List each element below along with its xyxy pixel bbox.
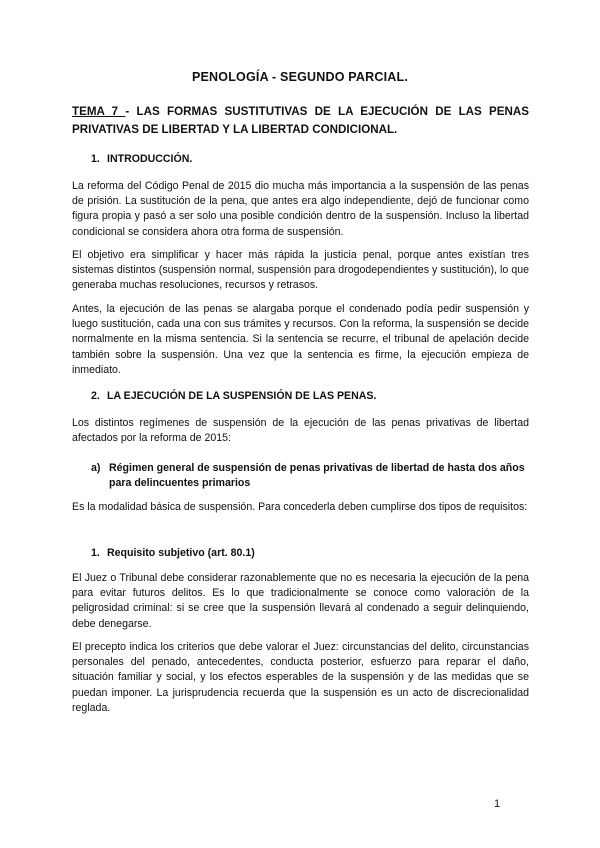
paragraph-reforma: La reforma del Código Penal de 2015 dio mucha más importancia a la suspensión de las penas de prisión. La sustitución de la pena, que antes era algo independiente, dejó de funcionar como figura propia y pasó a ser solo una posible condición dentro de la suspensión. Incluso la libertad condicional se considera ahora otra forma de suspensión. [72, 180, 529, 238]
topic-prefix: TEMA 7 [72, 105, 126, 118]
paragraph-antes: Antes, la ejecución de las penas se alargaba porque el condenado podía pedir suspensión y luego sustitución, cada una con sus trámites y recursos. Con la reforma, la suspensión se decide normalmente en la misma sentencia. Si la sentencia se recurre, el tribunal de apelación decide también sobre la suspensión. Una vez que la sentencia es firme, la ejecución empieza de inmediato. [72, 303, 529, 376]
paragraph-juez: El Juez o Tribunal debe considerar razonablemente que no es necesaria la ejecución de la pena para evitar futuros delitos. Es lo que tradicionalmente se conoce como valoración de la peligrosidad criminal: si se cree que la suspensión llevará al condenado a seguir delinquiendo, debe denegarse. [72, 572, 529, 630]
section-1-heading [91, 152, 192, 166]
document-title: PENOLOGÍA - SEGUNDO PARCIAL. [191, 70, 409, 84]
requisito-1-title: Requisito subjetivo (art. 80.1) [107, 547, 255, 559]
subsection-a-title: Régimen general de suspensión de penas privativas de libertad de hasta dos años para delincuentes primarios [109, 462, 525, 489]
section-2-number: 2. [91, 390, 100, 402]
section-1-number: 1. [91, 153, 100, 165]
paragraph-objetivo: El objetivo era simplificar y hacer más rápida la justicia penal, porque antes existían tres sistemas distintos (suspensión normal, suspensión para drogodependientes y sustitución), lo que generaba muchas resoluciones, recursos y retrasos. [72, 249, 529, 292]
section-2-heading [91, 389, 376, 403]
section-1-title: INTRODUCCIÓN. [107, 153, 193, 165]
subsection-a-label: a) [91, 462, 101, 474]
paragraph-modalidad: Es la modalidad básica de suspensión. Para concederla deben cumplirse dos tipos de requisitos: [72, 501, 528, 513]
subsection-a-heading [91, 461, 529, 491]
topic-text: - LAS FORMAS SUSTITUTIVAS DE LA EJECUCIÓN DE LAS PENAS PRIVATIVAS DE LIBERTAD Y LA LIBERTAD CONDICIONAL. [72, 105, 529, 136]
requisito-1-number: 1. [91, 547, 100, 559]
page-number: 1 [494, 798, 500, 810]
requisito-1-heading [91, 546, 255, 560]
section-2-title: LA EJECUCIÓN DE LA SUSPENSIÓN DE LAS PENAS. [107, 390, 377, 402]
paragraph-regimenes: Los distintos regímenes de suspensión de la ejecución de las penas privativas de libertad afectados por la reforma de 2015: [72, 417, 529, 445]
topic-heading [72, 103, 529, 139]
paragraph-precepto: El precepto indica los criterios que debe valorar el Juez: circunstancias del delito, circunstancias personales del penado, antecedentes, conducta posterior, esfuerzo para reparar el daño, situación familiar y social, y los efectos esperables de la suspensión y de las medidas que se puedan imponer. La jurisprudencia recuerda que la suspensión es un acto de discrecionalidad reglada. [72, 641, 529, 714]
